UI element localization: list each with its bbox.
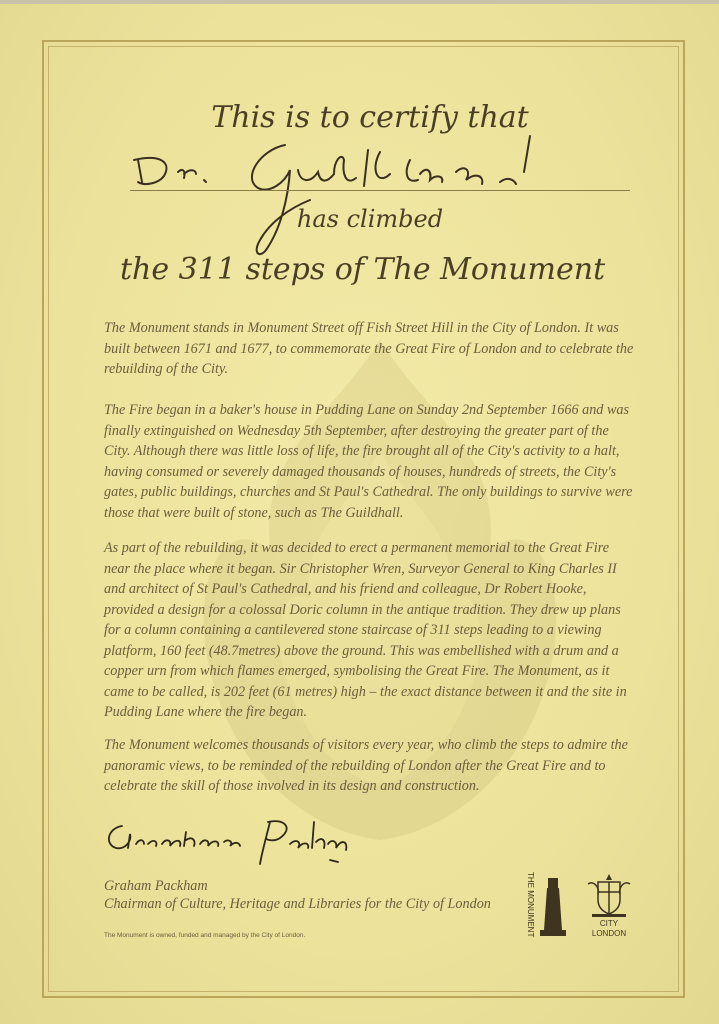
top-edge [0,0,719,4]
recipient-line [130,190,630,191]
body-paragraph-3: As part of the rebuilding, it was decided to erect a permanent memorial to the Great Fire near the place where it began. Sir Christopher Wren, Surveyor General to King Charles II and architect of St Paul's Cathedral, and his friend and colleague, Dr Robert Hooke, provided a design for a colossal Doric column in the antique tradition. They drew up plans for a column containing a cantilevered stone staircase of 311 steps leading to a viewing platform, 160 feet (48.7metres) above the ground. This was embellished with a drum and a copper urn from which flames emerged, symbolising the Great Fire. The Monument, as it came to be called, is 202 feet (61 metres) high – the exact distance between it and the site in Pudding Lane where the fire began. [104,540,627,720]
city-logo-line1: CITY [599,919,619,928]
certify-heading: This is to certify that [211,100,529,135]
body-paragraph-2: The Fire began in a baker's house in Pudding Lane on Sunday 2nd September 1666 and was finally extinguished on Wednesday 5th September, after destroying the greater part of the City. Although there was little loss of life, the fire brought all of the City's activity to a halt, having consumed or severely damaged thousands of houses, hundreds of streets, the City's gates, public buildings, churches and St Paul's Cathedral. The only buildings to survive were those that were built of stone, such as The Guildhall. [104,402,633,521]
city-of-london-crest-icon [580,870,638,940]
signatory-title: Chairman of Culture, Heritage and Libraries for the City of London [104,896,491,912]
body-paragraph-1: The Monument stands in Monument Street off Fish Street Hill in the City of London. It was built between 1671 and 1677, to commemorate the Great Fire of London and to celebrate the rebuilding of the City. [104,320,634,377]
city-logo-line2: LONDON [591,929,627,938]
fineprint: The Monument is owned, funded and managed by the City of London. [104,932,306,939]
monument-logo-text: THE MONUMENT [526,872,535,938]
chairman-signature [100,808,360,878]
recipient-handwritten-signature [120,90,660,270]
body-paragraph-4: The Monument welcomes thousands of visitors every year, who climb the steps to admire the panoramic views, to be reminded of the rebuilding of London after the Great Fire and to celebrate the skill of those involved in its design and construction. [104,737,628,794]
climbed-text: has climbed [296,205,444,233]
steps-heading: the 311 steps of The Monument [120,252,606,287]
monument-logo-icon [518,870,574,938]
signatory-name: Graham Packham [104,878,208,894]
